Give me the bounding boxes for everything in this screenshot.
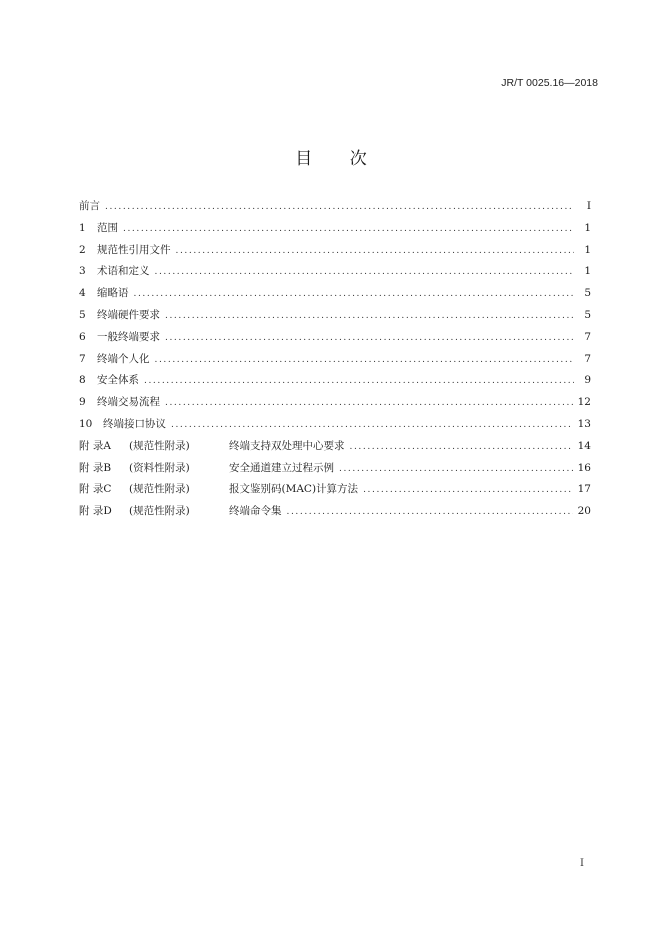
table-of-contents [79, 198, 591, 525]
toc-leader [339, 464, 573, 474]
toc-page: 16 [577, 461, 591, 474]
annex-type: (规范性附录) [129, 439, 190, 452]
toc-page: 1 [584, 265, 591, 278]
toc-leader [155, 267, 575, 277]
toc-label: 终端硬件要求 [97, 308, 160, 321]
toc-number: 3 [79, 265, 86, 278]
toc-page: 5 [584, 308, 591, 321]
toc-page: 1 [584, 243, 591, 256]
toc-entry[interactable] [79, 394, 591, 416]
toc-page: 13 [577, 417, 591, 430]
toc-leader [176, 246, 575, 256]
toc-entry[interactable] [79, 307, 591, 329]
toc-label: 安全体系 [97, 374, 139, 387]
toc-entry[interactable] [79, 220, 591, 242]
toc-label: 前言 [79, 200, 100, 212]
toc-label: 范围 [97, 221, 118, 234]
toc-leader [350, 442, 573, 452]
toc-page: 20 [577, 505, 591, 518]
toc-leader [363, 485, 573, 495]
toc-entry[interactable] [79, 416, 591, 438]
toc-leader [287, 507, 573, 517]
toc-label: 规范性引用文件 [97, 243, 171, 256]
toc-number: 2 [79, 243, 86, 256]
document-code: JR/T 0025.16—2018 [501, 77, 598, 89]
toc-number: 1 [79, 221, 86, 234]
annex-type: (规范性附录) [129, 483, 190, 496]
annex-prefix: 附 录A [79, 439, 111, 452]
toc-label: 安全通道建立过程示例 [229, 461, 334, 474]
annex-type: (资料性附录) [129, 461, 190, 474]
toc-page: 12 [577, 396, 591, 409]
toc-leader [105, 202, 574, 212]
toc-leader [165, 311, 574, 321]
toc-number: 6 [79, 330, 86, 343]
toc-label: 终端支持双处理中心要求 [229, 439, 345, 452]
toc-entry[interactable] [79, 263, 591, 285]
toc-label: 一般终端要求 [97, 330, 160, 343]
toc-page: 7 [584, 352, 591, 365]
toc-leader [144, 376, 574, 386]
toc-label: 终端命令集 [229, 505, 282, 518]
annex-prefix: 附 录B [79, 461, 112, 474]
toc-annex-entry[interactable] [79, 503, 591, 525]
toc-number: 9 [79, 396, 86, 409]
toc-entry[interactable] [79, 242, 591, 264]
toc-number: 10 [79, 417, 93, 430]
toc-label: 报文鉴别码(MAC)计算方法 [229, 483, 359, 496]
toc-leader [134, 289, 575, 299]
toc-entry[interactable] [79, 285, 591, 307]
toc-page: 5 [584, 287, 591, 300]
annex-prefix: 附 录C [79, 483, 112, 496]
toc-entry[interactable] [79, 372, 591, 394]
toc-page: I [586, 200, 591, 212]
toc-label: 终端接口协议 [103, 417, 166, 430]
toc-leader [155, 355, 575, 365]
toc-number: 4 [79, 287, 86, 300]
annex-type: (规范性附录) [129, 505, 190, 518]
toc-page: 9 [584, 374, 591, 387]
toc-label: 缩略语 [97, 287, 129, 300]
toc-entry-foreword[interactable] [79, 198, 591, 220]
toc-annex-entry[interactable] [79, 481, 591, 503]
page-title: 目 次 [295, 149, 383, 169]
toc-page: 7 [584, 330, 591, 343]
toc-label: 终端个人化 [97, 352, 150, 365]
toc-annex-entry[interactable] [79, 460, 591, 482]
toc-annex-entry[interactable] [79, 438, 591, 460]
toc-label: 终端交易流程 [97, 396, 160, 409]
toc-entry[interactable] [79, 329, 591, 351]
toc-number: 5 [79, 308, 86, 321]
toc-page: 14 [577, 439, 591, 452]
toc-leader [171, 420, 573, 430]
toc-number: 8 [79, 374, 86, 387]
toc-leader [165, 398, 573, 408]
toc-leader [165, 333, 574, 343]
toc-number: 7 [79, 352, 86, 365]
footer-page-number: I [580, 858, 584, 869]
annex-prefix: 附 录D [79, 505, 112, 518]
toc-page: 1 [584, 221, 591, 234]
toc-page: 17 [577, 483, 591, 496]
toc-leader [123, 224, 574, 234]
toc-label: 术语和定义 [97, 265, 150, 278]
toc-entry[interactable] [79, 351, 591, 373]
